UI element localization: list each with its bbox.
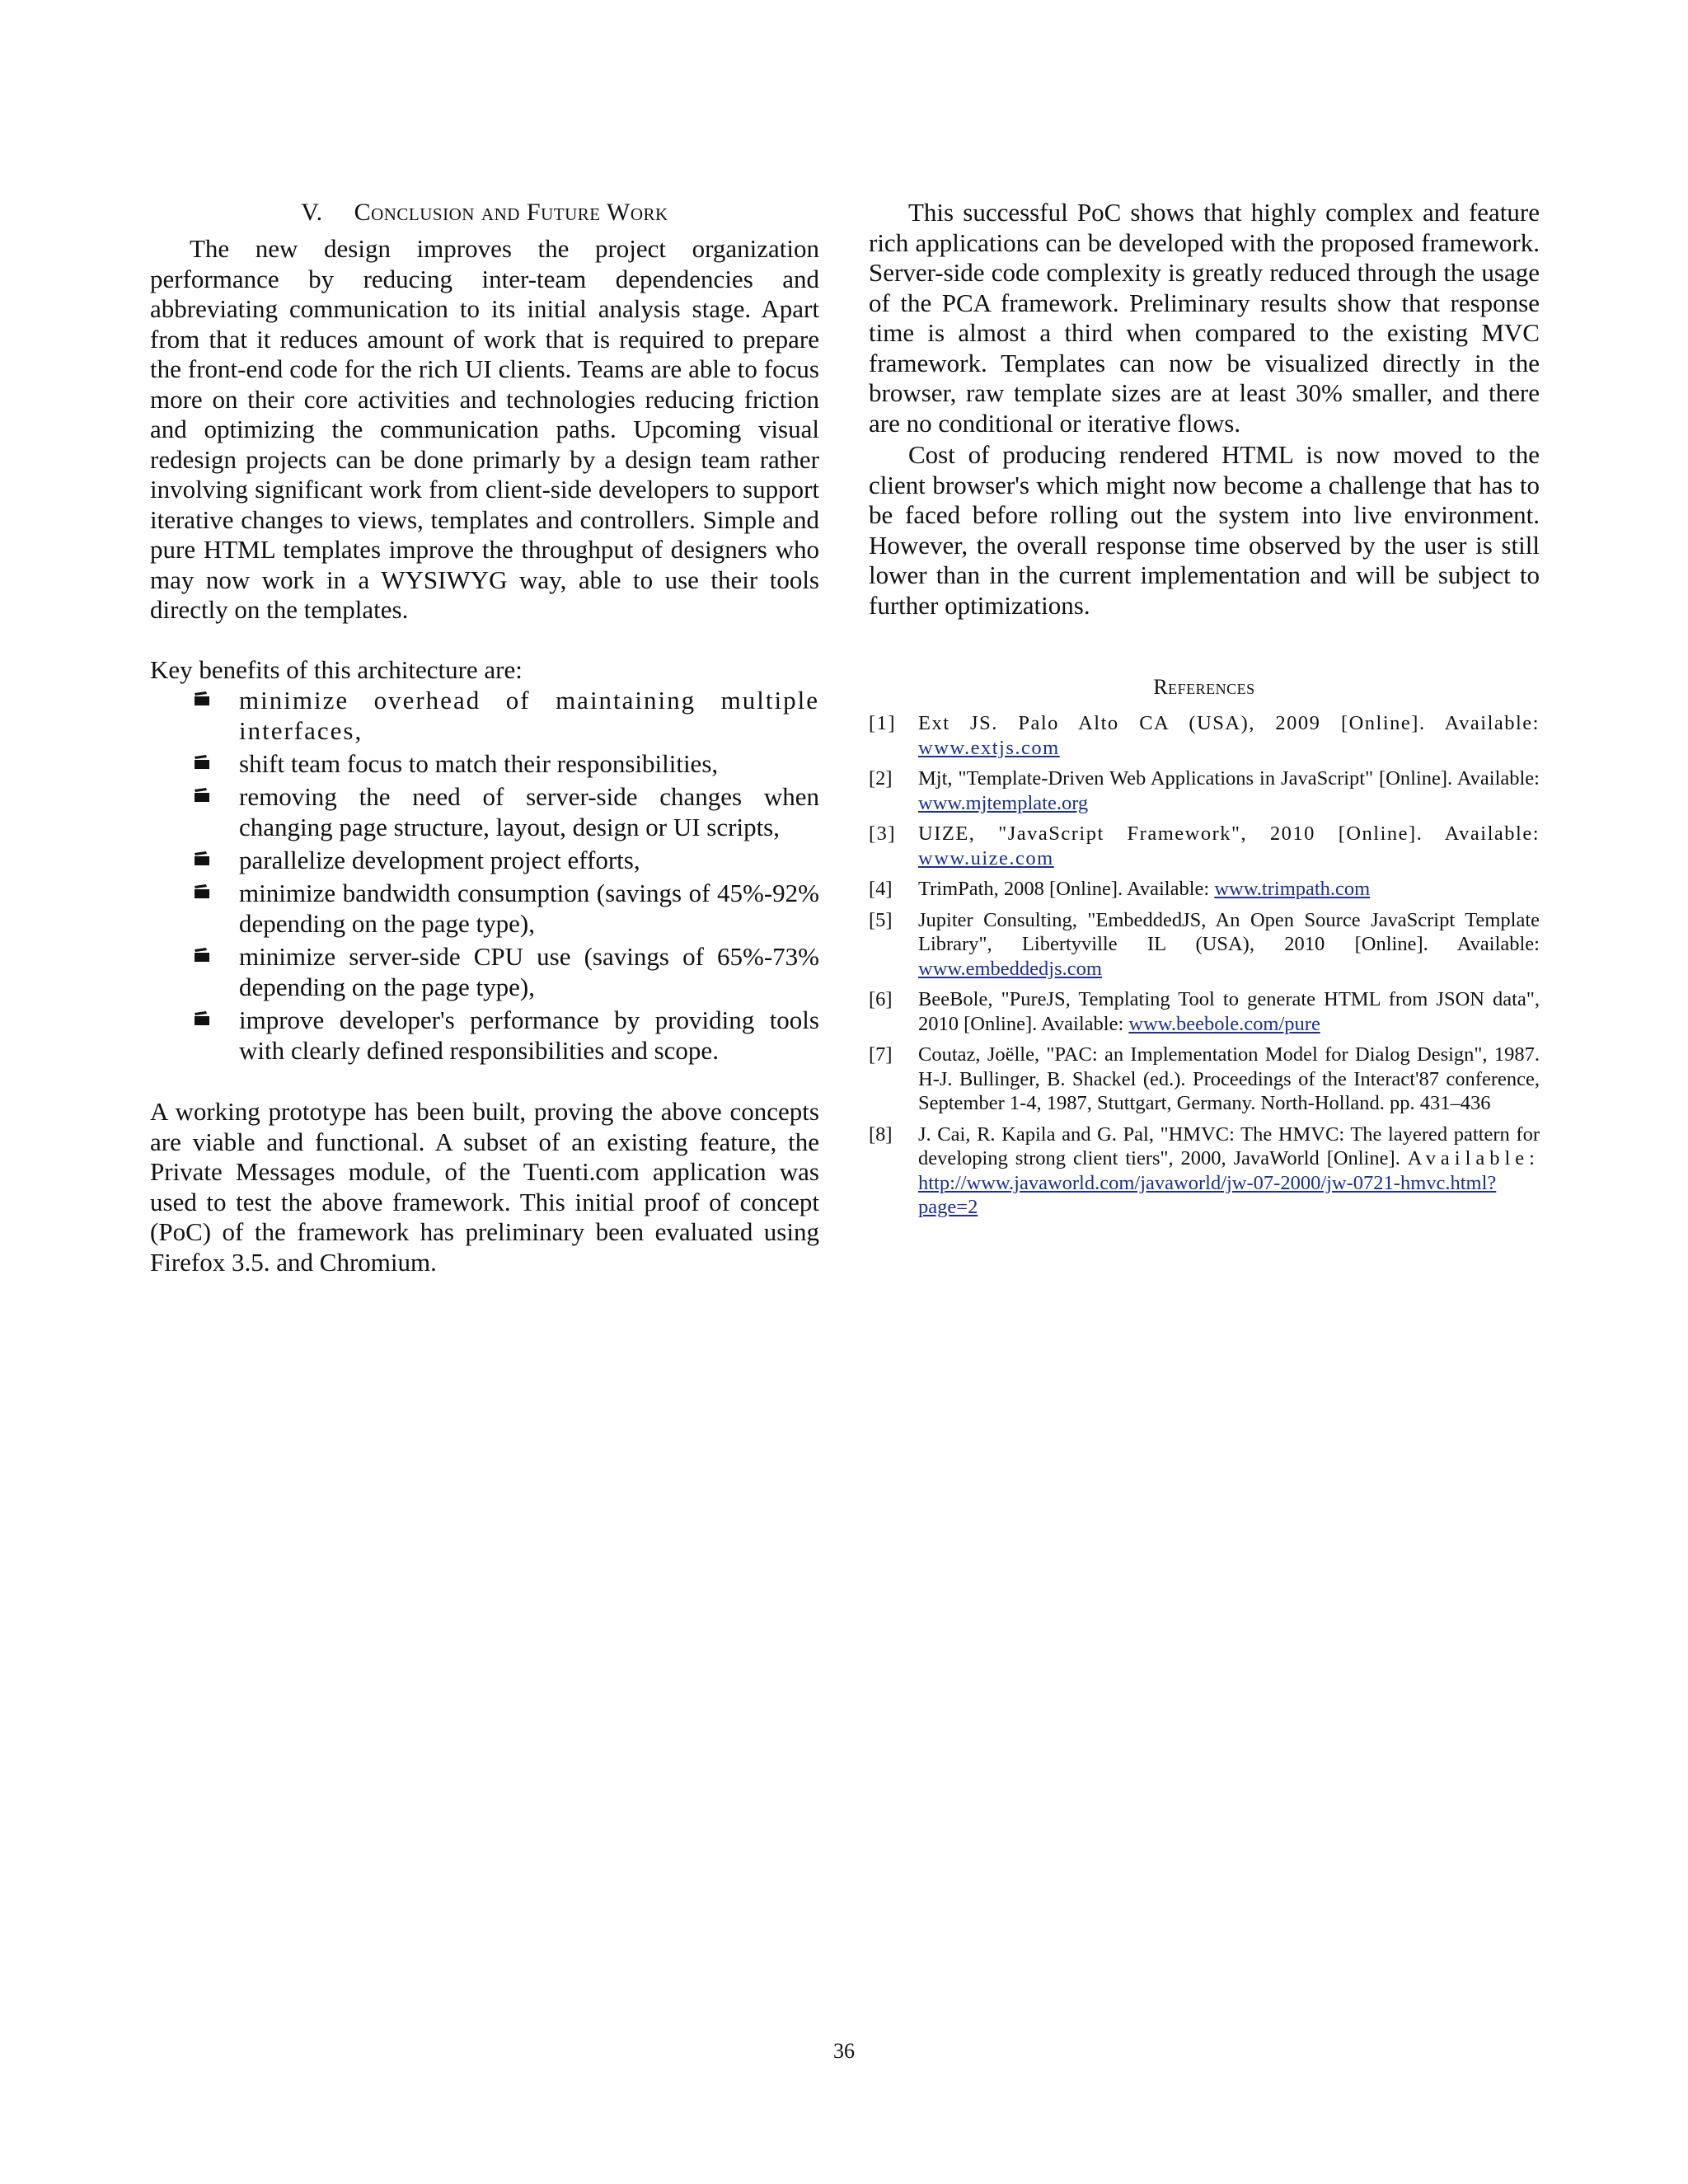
clapperboard-icon: [194, 884, 210, 899]
cost-paragraph: Cost of producing rendered HTML is now moved to the client browser's which might now become a challenge that has to be faced before rolling out the system into live environment. However, the overall response time observed by the user is still lower than in the current implementation and will be subject to further optimizations.: [869, 440, 1540, 620]
benefit-item: [150, 1005, 819, 1066]
reference-index: [8]: [869, 1122, 893, 1146]
reference-link[interactable]: www.uize.com: [918, 846, 1054, 869]
benefit-text: parallelize development project efforts,: [239, 846, 640, 874]
reference-text: Jupiter Consulting, "EmbeddedJS, An Open Source JavaScript Template Library", Libertyville IL (USA), 2010 [Online]. Available:: [918, 908, 1540, 955]
reference-index: [7]: [869, 1043, 893, 1066]
reference-text: Mjt, "Template-Driven Web Applications in JavaScript" [Online]. Available:: [918, 767, 1540, 790]
benefit-text: minimize server-side CPU use (savings of 65%-73% depending on the page type),: [239, 942, 819, 1001]
benefit-item: [150, 748, 819, 779]
reference-item: [869, 766, 1540, 815]
reference-text: Coutaz, Joëlle, "PAC: an Implementation Model for Dialog Design", 1987. H-J. Bullinger, B. Shackel (ed.). Proceedings of the Interact'87 conference, September 1-4, 1987, Stuttgart, Germany. North-Holland. pp. 431–436: [918, 1043, 1540, 1114]
benefit-item: [150, 685, 819, 746]
right-column: [869, 198, 1540, 1226]
reference-item: [869, 987, 1540, 1036]
reference-link[interactable]: www.beebole.com/pure: [1128, 1012, 1320, 1035]
page-number: 36: [833, 2039, 855, 2063]
clapperboard-icon: [194, 788, 210, 803]
reference-available-label: Available:: [1407, 1147, 1540, 1169]
reference-link[interactable]: www.trimpath.com: [1214, 878, 1371, 900]
clapperboard-icon: [194, 1011, 210, 1026]
reference-item: [869, 822, 1540, 870]
references-list: [869, 711, 1540, 1220]
reference-index: [2]: [869, 767, 893, 790]
reference-text: BeeBole, "PureJS, Templating Tool to generate HTML from JSON data", 2010 [Online]. Available:: [918, 988, 1540, 1035]
benefit-item: [150, 781, 819, 842]
reference-index: [1]: [869, 712, 897, 734]
left-column: [150, 198, 819, 1277]
reference-text: TrimPath, 2008 [Online]. Available:: [918, 878, 1215, 900]
intro-paragraph: The new design improves the project organization performance by reducing inter-team dependencies and abbreviating communication to its initial analysis stage. Apart from that it reduces amount of work that is required to prepare the front-end code for the rich UI clients. Teams are able to focus more on their core activities and technologies reducing friction and optimizing the communication paths. Upcoming visual redesign projects can be done primarly by a design team rather involving significant work from client-side developers to support iterative changes to views, templates and controllers. Simple and pure HTML templates improve the throughput of designers who may now work in a WYSIWYG way, able to use their tools directly on the templates.: [150, 234, 819, 624]
reference-index: [6]: [869, 988, 893, 1010]
reference-index: [5]: [869, 908, 893, 931]
benefit-text: improve developer's performance by providing tools with clearly defined responsibilities and scope.: [239, 1005, 819, 1065]
reference-link[interactable]: www.mjtemplate.org: [918, 791, 1089, 814]
clapperboard-icon: [194, 755, 210, 770]
poc-paragraph: This successful PoC shows that highly complex and feature rich applications can be developed with the proposed framework. Server-side code complexity is greatly reduced through the usage of the PCA framework. Preliminary results show that response time is almost a third when compared to the existing MVC framework. Templates can now be visualized directly in the browser, raw template sizes are at least 30% smaller, and there are no conditional or iterative flows.: [869, 198, 1540, 438]
benefit-item: [150, 941, 819, 1002]
reference-index: [3]: [869, 823, 897, 845]
prototype-paragraph: A working prototype has been built, proving the above concepts are viable and functional. A subset of an existing feature, the Private Messages module, of the Tuenti.com application was used to test the above framework. This initial proof of concept (PoC) of the framework has preliminary been evaluated using Firefox 3.5. and Chromium.: [150, 1097, 819, 1277]
benefit-item: [150, 878, 819, 939]
reference-text: UIZE, "JavaScript Framework", 2010 [Online]. Available:: [918, 823, 1540, 845]
clapperboard-icon: [194, 691, 210, 706]
reference-item: [869, 908, 1540, 982]
reference-text: J. Cai, R. Kapila and G. Pal, "HMVC: The HMVC: The layered pattern for developing strong client tiers", 2000, JavaWorld [Online].: [918, 1122, 1540, 1169]
reference-item: [869, 877, 1540, 902]
benefit-text: shift team focus to match their responsibilities,: [239, 749, 719, 778]
references-heading: References: [1153, 675, 1255, 699]
benefit-text: minimize overhead of maintaining multiple interfaces,: [239, 686, 819, 745]
section-title: Conclusion and Future Work: [354, 199, 668, 226]
reference-item: [869, 1122, 1540, 1220]
reference-link[interactable]: www.embeddedjs.com: [918, 957, 1102, 980]
benefit-text: removing the need of server-side changes when changing page structure, layout, design or UI scripts,: [239, 782, 819, 841]
section-heading: [150, 198, 819, 227]
reference-link[interactable]: www.extjs.com: [918, 736, 1060, 759]
reference-item: [869, 711, 1540, 760]
benefit-text: minimize bandwidth consumption (savings of 45%-92% depending on the page type),: [239, 879, 819, 938]
reference-link[interactable]: http://www.javaworld.com/javaworld/jw-07-2000/jw-0721-hmvc.html?page=2: [918, 1171, 1497, 1218]
reference-index: [4]: [869, 878, 893, 900]
benefit-item: [150, 845, 819, 875]
benefits-list: [150, 685, 819, 1066]
clapperboard-icon: [194, 948, 210, 963]
benefits-intro: Key benefits of this architecture are:: [150, 654, 523, 684]
reference-text: Ext JS. Palo Alto CA (USA), 2009 [Online]. Available:: [918, 712, 1540, 734]
clapperboard-icon: [194, 851, 210, 866]
section-number: V.: [301, 199, 323, 226]
reference-item: [869, 1043, 1540, 1116]
